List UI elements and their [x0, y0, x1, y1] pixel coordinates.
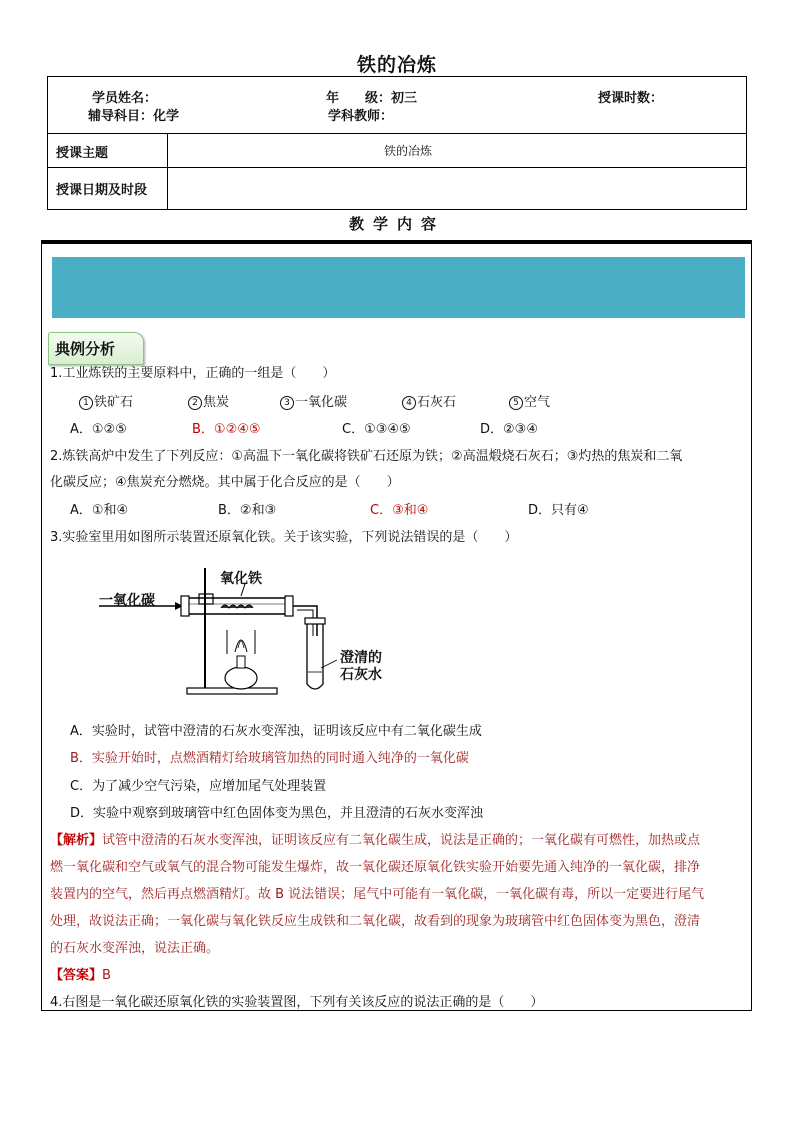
q3-analysis-line5: 的石灰水变浑浊，说法正确。 — [50, 941, 220, 956]
q3-option-d: D．实验中观察到玻璃管中红色固体变为黑色，并且澄清的石灰水变浑浊 — [70, 806, 484, 821]
q3-analysis-line3: 装置内的空气，然后再点燃酒精灯。故 B 说法错误；尾气中可能有一氧化碳，一氧化碳有毒，所以一定要进行尾气 — [50, 887, 705, 902]
info-row-date — [48, 167, 746, 209]
info-row-student — [48, 77, 746, 134]
analysis-tag: 【解析】 — [50, 833, 103, 848]
example-analysis-tab: 典例分析 — [48, 332, 144, 365]
flame — [235, 640, 247, 652]
figure-label-limewater-1: 澄清的 — [340, 650, 382, 666]
q2-stem-line2: 化碳反应；④焦炭充分燃烧。其中属于化合反应的是（ ） — [50, 475, 400, 490]
q1-item-4: 4 石灰石 — [401, 391, 456, 410]
column-divider — [167, 167, 168, 209]
q2-option-d: D．只有④ — [528, 503, 589, 518]
student-name-label: 学员姓名： — [92, 91, 158, 106]
q1-option-b: B．①②④⑤ — [192, 422, 261, 437]
stand-base — [187, 688, 277, 694]
q2-option-c: C．③和④ — [370, 503, 429, 518]
test-tube — [307, 622, 323, 689]
q1-option-c: C．①③④⑤ — [342, 422, 411, 437]
answer-value: B — [102, 968, 111, 983]
info-table — [47, 76, 747, 210]
subject-label: 辅导科目：化学 — [88, 109, 180, 124]
iron-oxide-powder — [221, 605, 253, 608]
topic-value: 铁的冶炼 — [384, 144, 433, 158]
q1-item-2: 2 焦炭 — [187, 391, 229, 410]
topic-label: 授课主题 — [56, 146, 109, 161]
info-row-topic — [48, 133, 746, 168]
grade-label: 年 级：初三 — [326, 91, 418, 106]
q2-stem-line1: 2.炼铁高炉中发生了下列反应：①高温下一氧化碳将铁矿石还原为铁；②高温煅烧石灰石；③灼热的焦炭和二氧 — [50, 449, 683, 464]
figure-label-iron-oxide: 氧化铁 — [220, 571, 262, 587]
answer-tag: 【答案】 — [50, 968, 103, 983]
date-label: 授课日期及时段 — [56, 183, 148, 198]
q3-stem: 3.实验室里用如图所示装置还原氧化铁。关于该实验，下列说法错误的是（ ） — [50, 530, 518, 545]
q3-analysis-line2: 燃一氧化碳和空气或氧气的混合物可能发生爆炸，故一氧化碳还原氧化铁实验开始要先通入纯净的一氧化碳，排净 — [50, 860, 701, 875]
q3-answer — [50, 964, 111, 983]
q3-option-c: C．为了减少空气污染，应增加尾气处理装置 — [70, 779, 327, 794]
alcohol-lamp — [225, 667, 257, 689]
q1-option-d: D．②③④ — [480, 422, 538, 437]
section-banner — [52, 257, 745, 318]
q3-option-b: B．实验开始时，点燃酒精灯给玻璃管加热的同时通入纯净的一氧化碳 — [70, 751, 469, 766]
page-title: 铁的冶炼 — [356, 54, 437, 76]
hours-label: 授课时数： — [598, 91, 664, 106]
q1-option-a: A．①②⑤ — [70, 422, 127, 437]
q3-option-a: A．实验时，试管中澄清的石灰水变浑浊，证明该反应中有二氧化碳生成 — [70, 724, 482, 739]
section-heading: 教学内容 — [348, 215, 445, 233]
q1-stem: 1.工业炼铁的主要原料中，正确的一组是（ ） — [50, 366, 336, 381]
q3-analysis-line4: 处理，故说法正确；一氧化碳与氧化铁反应生成铁和二氧化碳，故看到的现象为玻璃管中红色固体变为黑色，澄清 — [50, 914, 701, 929]
teacher-label: 学科教师： — [328, 109, 394, 124]
figure-label-limewater-2: 石灰水 — [340, 667, 382, 683]
q4-stem: 4.右图是一氧化碳还原氧化铁的实验装置图，下列有关该反应的说法正确的是（ ） — [50, 995, 544, 1010]
q1-item-5: 5 空气 — [508, 391, 550, 410]
q1-item-3: 3 一氧化碳 — [279, 391, 347, 410]
q1-item-1: 1 铁矿石 — [78, 391, 133, 410]
column-divider — [167, 133, 168, 167]
q2-option-a: A．①和④ — [70, 503, 129, 518]
figure-label-co: 一氧化碳 — [99, 593, 155, 609]
q2-option-b: B．②和③ — [218, 503, 277, 518]
q3-analysis-line1: 【解析】试管中澄清的石灰水变浑浊，证明该反应有二氧化碳生成，说法是正确的；一氧化碳有可燃性，加热或点 — [50, 833, 701, 848]
